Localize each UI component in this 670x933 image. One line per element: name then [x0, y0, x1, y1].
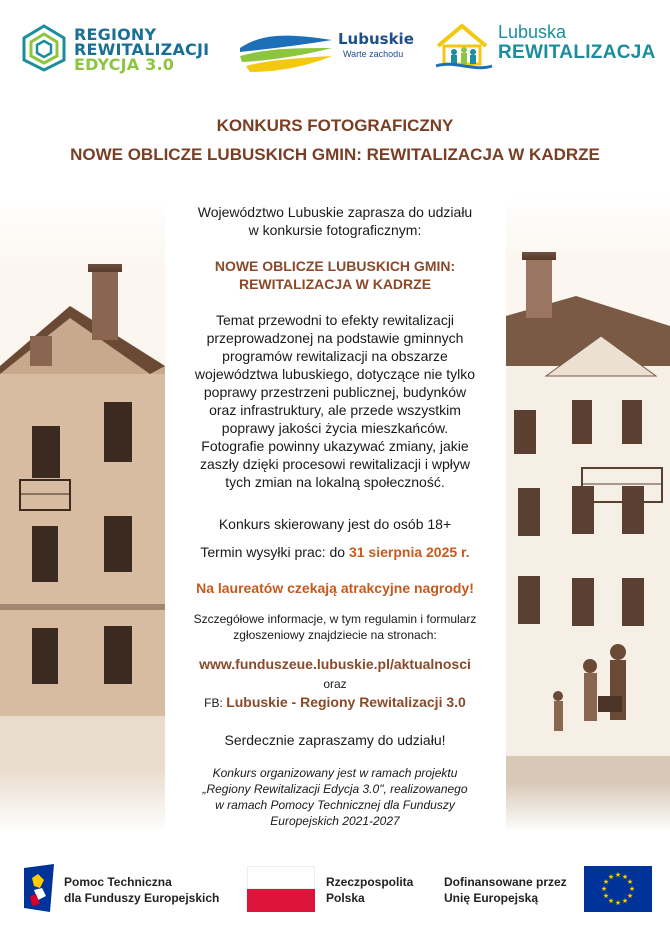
svg-text:★: ★ — [626, 878, 634, 886]
facebook-line: FB: Lubuskie - Regiony Rewitalizacji 3.0 — [204, 694, 466, 710]
lubuska-rewitalizacja-logo-mark — [434, 22, 494, 72]
deadline-text: Termin wysyłki prac: do 31 sierpnia 2025 r. — [200, 544, 470, 560]
pomoc-techniczna-logo-mark — [24, 864, 58, 912]
prizes-text: Na laureatów czekają atrakcyjne nagrody! — [196, 580, 474, 596]
svg-text:★: ★ — [614, 899, 622, 907]
lubuska-logo-line2: REWITALIZACJA — [498, 42, 656, 63]
regiony-rewitalizacji-logo-mark — [20, 24, 68, 72]
eu-cofinancing-text: Dofinansowane przez Unię Europejską — [444, 875, 567, 905]
intro-line-2: w konkursie fotograficznym: — [248, 222, 422, 238]
eu-flag — [584, 866, 652, 912]
pomoc-techniczna-logo-text: Pomoc Techniczna dla Funduszy Europejskich — [64, 875, 220, 905]
deadline-date: 31 sierpnia 2025 r. — [348, 544, 470, 560]
website-link[interactable]: www.funduszeue.lubuskie.pl/aktualnosci — [199, 656, 471, 672]
svg-text:★: ★ — [614, 871, 622, 879]
svg-text:★: ★ — [607, 897, 615, 905]
page-title: KONKURS FOTOGRAFICZNY — [216, 116, 454, 135]
svg-text:★: ★ — [600, 885, 608, 893]
regiony-rewitalizacji-logo-text: REGIONY REWITALIZACJI EDYCJA 3.0 — [74, 25, 210, 74]
svg-text:★: ★ — [621, 897, 629, 905]
svg-text:★: ★ — [602, 892, 610, 900]
contest-name-line-1: NOWE OBLICZE LUBUSKICH GMIN: — [214, 258, 456, 274]
info-text: Szczegółowe informacje, w tym regulamin i formularz zgłoszeniowy znajdziecie na stronach: — [193, 612, 477, 642]
lubuskie-logo-mark — [238, 26, 334, 74]
svg-text:★: ★ — [628, 885, 636, 893]
lubuska-logo-line1: Lubuska — [498, 22, 567, 42]
project-note: Konkurs organizowany jest w ramach projektu „Regiony Rewitalizacji Edycja 3.0", realizowanego w ramach Pomocy Technicznej dla Funduszy Europejskich 2021-2027 — [202, 766, 468, 828]
or-text: oraz — [323, 677, 347, 691]
invite-text: Serdecznie zapraszamy do udziału! — [224, 732, 446, 748]
lubuskie-logo-tagline: Warte zachodu — [343, 49, 404, 59]
rzeczpospolita-logo-text: Rzeczpospolita Polska — [326, 875, 414, 905]
intro-line-1: Województwo Lubuskie zaprasza do udziału — [197, 204, 473, 220]
description: Temat przewodni to efekty rewitalizacji przeprowadzonej na podstawie gminnych programów rewitalizacji na obszarze województwa lubuskiego, dotyczące nie tylko poprawy przestrzeni publicznej, budynków oraz infrastruktury, ale przede wszystkim poprawy jakości życia mieszkańców. Fotografie powinny ukazywać zmiany, jakie zaszły dzięki procesowi rewitalizacji i wpływ tych zmian na lokalną społeczność. — [194, 312, 476, 490]
page-subtitle: NOWE OBLICZE LUBUSKICH GMIN: REWITALIZACJA W KADRZE — [70, 145, 600, 164]
left-building-illustration — [0, 196, 165, 832]
right-building-illustration — [506, 196, 670, 832]
lubuskie-logo-name: Lubuskie — [338, 30, 414, 48]
polish-flag — [247, 866, 315, 912]
svg-text:★: ★ — [607, 873, 615, 881]
facebook-page-link[interactable]: Lubuskie - Regiony Rewitalizacji 3.0 — [226, 694, 466, 710]
svg-text:★: ★ — [626, 892, 634, 900]
audience-text: Konkurs skierowany jest do osób 18+ — [218, 516, 452, 532]
svg-text:★: ★ — [602, 878, 610, 886]
svg-text:★: ★ — [621, 873, 629, 881]
contest-name-line-2: REWITALIZACJA W KADRZE — [238, 276, 432, 292]
